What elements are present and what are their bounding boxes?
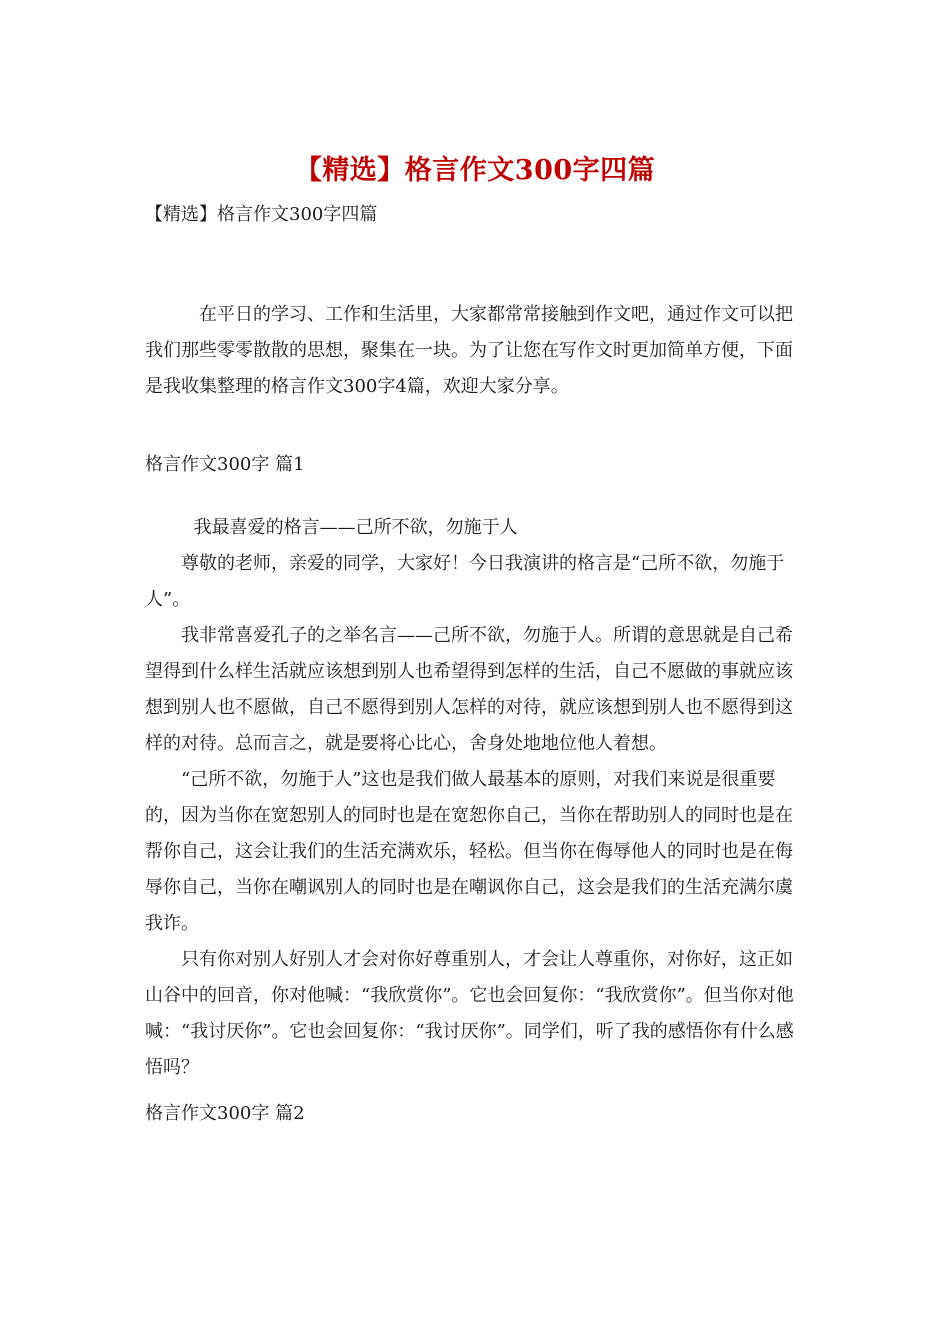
essay-paragraph: 只有你对别人好别人才会对你好尊重别人，才会让人尊重你，对你好，这正如山谷中的回音，你对他喊：“我欣赏你”。它也会回复你：“我欣赏你”。但当你对他喊：“我讨厌你”。它也会回复你：“我讨厌你”。同学们，听了我的感悟你有什么感悟吗？ (145, 949, 794, 1078)
essay-paragraph: 尊敬的老师，亲爱的同学，大家好！今日我演讲的格言是“己所不欲，勿施于人”。 (145, 553, 785, 610)
document-subtitle: 【精选】格言作文300字四篇 (145, 204, 378, 225)
essay-body-1 (145, 510, 810, 1086)
intro-paragraph-block (145, 297, 810, 405)
essay-heading-2: 格言作文300字 篇2 (145, 1103, 305, 1124)
essay-paragraph: 我非常喜爱孔子的之举名言——己所不欲，勿施于人。所谓的意思就是自己希望得到什么样生活就应该想到别人也希望得到怎样的生活，自己不愿做的事就应该想到别人也不愿做，自己不愿得到别人怎样的对待，就应该想到别人也不愿得到这样的对待。总而言之，就是要将心比心，舍身处地地位他人着想。 (145, 625, 793, 754)
essay-paragraph: “己所不欲，勿施于人”这也是我们做人最基本的原则，对我们来说是很重要的，因为当你在宽恕别人的同时也是在宽恕你自己，当你在帮助别人的同时也是在帮你自己，这会让我们的生活充满欢乐，轻松。但当你在侮辱他人的同时也是在侮辱你自己，当你在嘲讽别人的同时也是在嘲讽你自己，这会是我们的生活充满尔虞我诈。 (145, 769, 793, 934)
document-title: 【精选】格言作文300字四篇 (294, 155, 656, 186)
essay-motto: 我最喜爱的格言——己所不欲，勿施于人 (193, 517, 518, 538)
intro-paragraph: 在平日的学习、工作和生活里，大家都常常接触到作文吧，通过作文可以把我们那些零零散散的思想，聚集在一块。为了让您在写作文时更加简单方便，下面是我收集整理的格言作文300字4篇，欢迎大家分享。 (145, 304, 793, 397)
essay-heading-1: 格言作文300字 篇1 (145, 454, 305, 475)
